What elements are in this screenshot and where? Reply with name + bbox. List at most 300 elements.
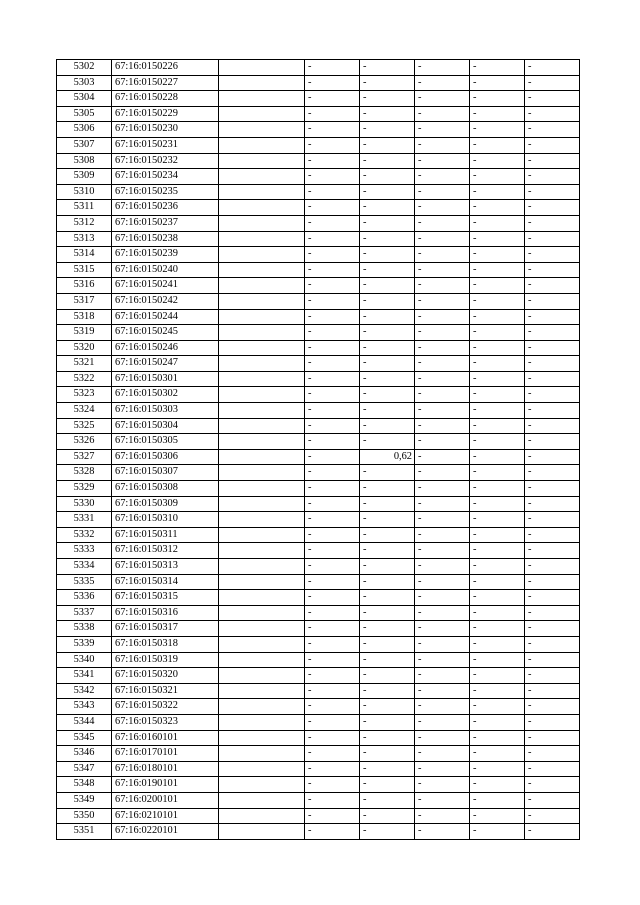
row-number: 5327 bbox=[57, 449, 112, 465]
value-cell-3: - bbox=[415, 418, 470, 434]
blank-cell bbox=[219, 293, 305, 309]
value-cell-3: - bbox=[415, 714, 470, 730]
value-cell-5: - bbox=[525, 496, 580, 512]
value-cell-4: - bbox=[470, 527, 525, 543]
value-cell-4: - bbox=[470, 574, 525, 590]
value-cell-2: - bbox=[360, 247, 415, 263]
value-cell-2: - bbox=[360, 527, 415, 543]
cadastral-number: 67:16:0150240 bbox=[112, 262, 219, 278]
blank-cell bbox=[219, 247, 305, 263]
table-row bbox=[57, 387, 580, 403]
table-row bbox=[57, 153, 580, 169]
value-cell-5: - bbox=[525, 574, 580, 590]
value-cell-5: - bbox=[525, 231, 580, 247]
cadastral-number: 67:16:0150234 bbox=[112, 169, 219, 185]
value-cell-1: - bbox=[305, 278, 360, 294]
value-cell-2: - bbox=[360, 122, 415, 138]
value-cell-1: - bbox=[305, 527, 360, 543]
table-row bbox=[57, 91, 580, 107]
value-cell-3: - bbox=[415, 340, 470, 356]
value-cell-1: - bbox=[305, 512, 360, 528]
row-number: 5322 bbox=[57, 371, 112, 387]
cadastral-number: 67:16:0150226 bbox=[112, 60, 219, 76]
value-cell-5: - bbox=[525, 683, 580, 699]
value-cell-1: - bbox=[305, 746, 360, 762]
table-row bbox=[57, 699, 580, 715]
value-cell-3: - bbox=[415, 215, 470, 231]
value-cell-2: - bbox=[360, 262, 415, 278]
value-cell-2: - bbox=[360, 169, 415, 185]
table-row bbox=[57, 200, 580, 216]
value-cell-4: - bbox=[470, 387, 525, 403]
value-cell-1: - bbox=[305, 699, 360, 715]
value-cell-3: - bbox=[415, 434, 470, 450]
table-row bbox=[57, 106, 580, 122]
value-cell-3: - bbox=[415, 262, 470, 278]
value-cell-1: - bbox=[305, 777, 360, 793]
value-cell-4: - bbox=[470, 590, 525, 606]
value-cell-1: - bbox=[305, 808, 360, 824]
blank-cell bbox=[219, 777, 305, 793]
row-number: 5334 bbox=[57, 559, 112, 575]
value-cell-5: - bbox=[525, 309, 580, 325]
row-number: 5326 bbox=[57, 434, 112, 450]
value-cell-4: - bbox=[470, 293, 525, 309]
value-cell-3: - bbox=[415, 200, 470, 216]
cadastral-number: 67:16:0150322 bbox=[112, 699, 219, 715]
blank-cell bbox=[219, 262, 305, 278]
value-cell-4: - bbox=[470, 434, 525, 450]
value-cell-2: - bbox=[360, 761, 415, 777]
value-cell-4: - bbox=[470, 761, 525, 777]
value-cell-2: - bbox=[360, 215, 415, 231]
value-cell-4: - bbox=[470, 356, 525, 372]
table-row bbox=[57, 668, 580, 684]
table-row bbox=[57, 496, 580, 512]
value-cell-2: - bbox=[360, 278, 415, 294]
blank-cell bbox=[219, 356, 305, 372]
value-cell-2: - bbox=[360, 714, 415, 730]
value-cell-5: - bbox=[525, 60, 580, 76]
blank-cell bbox=[219, 746, 305, 762]
value-cell-1: - bbox=[305, 169, 360, 185]
value-cell-4: - bbox=[470, 231, 525, 247]
table-row bbox=[57, 481, 580, 497]
cadastral-number: 67:16:0150311 bbox=[112, 527, 219, 543]
cadastral-number: 67:16:0180101 bbox=[112, 761, 219, 777]
blank-cell bbox=[219, 652, 305, 668]
value-cell-4: - bbox=[470, 730, 525, 746]
value-cell-1: - bbox=[305, 387, 360, 403]
value-cell-4: - bbox=[470, 465, 525, 481]
value-cell-4: - bbox=[470, 200, 525, 216]
cadastral-number: 67:16:0150301 bbox=[112, 371, 219, 387]
value-cell-5: - bbox=[525, 621, 580, 637]
value-cell-1: - bbox=[305, 262, 360, 278]
cadastral-number: 67:16:0200101 bbox=[112, 792, 219, 808]
cadastral-number: 67:16:0190101 bbox=[112, 777, 219, 793]
row-number: 5304 bbox=[57, 91, 112, 107]
blank-cell bbox=[219, 481, 305, 497]
cadastral-number: 67:16:0150319 bbox=[112, 652, 219, 668]
table-row bbox=[57, 636, 580, 652]
blank-cell bbox=[219, 590, 305, 606]
value-cell-3: - bbox=[415, 356, 470, 372]
value-cell-1: - bbox=[305, 418, 360, 434]
value-cell-1: - bbox=[305, 293, 360, 309]
table-row bbox=[57, 293, 580, 309]
value-cell-5: - bbox=[525, 481, 580, 497]
value-cell-4: - bbox=[470, 808, 525, 824]
value-cell-4: - bbox=[470, 543, 525, 559]
value-cell-5: - bbox=[525, 122, 580, 138]
value-cell-4: - bbox=[470, 169, 525, 185]
value-cell-2: - bbox=[360, 340, 415, 356]
cadastral-number: 67:16:0150244 bbox=[112, 309, 219, 325]
value-cell-4: - bbox=[470, 824, 525, 840]
row-number: 5317 bbox=[57, 293, 112, 309]
cadastral-number: 67:16:0150228 bbox=[112, 91, 219, 107]
value-cell-2: - bbox=[360, 559, 415, 575]
value-cell-3: - bbox=[415, 699, 470, 715]
value-cell-1: - bbox=[305, 75, 360, 91]
blank-cell bbox=[219, 387, 305, 403]
row-number: 5318 bbox=[57, 309, 112, 325]
row-number: 5351 bbox=[57, 824, 112, 840]
table-row bbox=[57, 527, 580, 543]
value-cell-2: - bbox=[360, 434, 415, 450]
table-row bbox=[57, 512, 580, 528]
blank-cell bbox=[219, 215, 305, 231]
value-cell-1: - bbox=[305, 356, 360, 372]
table-row bbox=[57, 356, 580, 372]
value-cell-1: - bbox=[305, 309, 360, 325]
row-number: 5320 bbox=[57, 340, 112, 356]
value-cell-4: - bbox=[470, 559, 525, 575]
blank-cell bbox=[219, 106, 305, 122]
blank-cell bbox=[219, 512, 305, 528]
blank-cell bbox=[219, 792, 305, 808]
value-cell-4: - bbox=[470, 792, 525, 808]
cadastral-number: 67:16:0150316 bbox=[112, 605, 219, 621]
value-cell-5: - bbox=[525, 184, 580, 200]
value-cell-3: - bbox=[415, 122, 470, 138]
row-number: 5324 bbox=[57, 403, 112, 419]
cadastral-number: 67:16:0150321 bbox=[112, 683, 219, 699]
table-row bbox=[57, 574, 580, 590]
row-number: 5328 bbox=[57, 465, 112, 481]
cadastral-number: 67:16:0150305 bbox=[112, 434, 219, 450]
table-row bbox=[57, 683, 580, 699]
value-cell-3: - bbox=[415, 309, 470, 325]
value-cell-4: - bbox=[470, 75, 525, 91]
value-cell-4: - bbox=[470, 668, 525, 684]
value-cell-3: - bbox=[415, 605, 470, 621]
blank-cell bbox=[219, 169, 305, 185]
cadastral-number: 67:16:0150320 bbox=[112, 668, 219, 684]
value-cell-2: - bbox=[360, 387, 415, 403]
value-cell-3: - bbox=[415, 730, 470, 746]
value-cell-1: - bbox=[305, 481, 360, 497]
value-cell-5: - bbox=[525, 75, 580, 91]
value-cell-5: - bbox=[525, 371, 580, 387]
value-cell-5: - bbox=[525, 465, 580, 481]
row-number: 5340 bbox=[57, 652, 112, 668]
table-row bbox=[57, 434, 580, 450]
blank-cell bbox=[219, 309, 305, 325]
value-cell-1: - bbox=[305, 403, 360, 419]
cadastral-number: 67:16:0150303 bbox=[112, 403, 219, 419]
value-cell-3: - bbox=[415, 387, 470, 403]
value-cell-2: - bbox=[360, 605, 415, 621]
value-cell-3: - bbox=[415, 512, 470, 528]
table-row bbox=[57, 590, 580, 606]
blank-cell bbox=[219, 137, 305, 153]
row-number: 5341 bbox=[57, 668, 112, 684]
row-number: 5321 bbox=[57, 356, 112, 372]
value-cell-1: - bbox=[305, 60, 360, 76]
value-cell-2: - bbox=[360, 621, 415, 637]
blank-cell bbox=[219, 574, 305, 590]
table-body bbox=[57, 60, 580, 840]
value-cell-1: - bbox=[305, 137, 360, 153]
value-cell-4: - bbox=[470, 60, 525, 76]
value-cell-1: - bbox=[305, 761, 360, 777]
blank-cell bbox=[219, 278, 305, 294]
value-cell-3: - bbox=[415, 636, 470, 652]
value-cell-4: - bbox=[470, 403, 525, 419]
row-number: 5335 bbox=[57, 574, 112, 590]
value-cell-3: - bbox=[415, 824, 470, 840]
table-row bbox=[57, 75, 580, 91]
value-cell-4: - bbox=[470, 106, 525, 122]
value-cell-3: - bbox=[415, 91, 470, 107]
table-row bbox=[57, 418, 580, 434]
row-number: 5323 bbox=[57, 387, 112, 403]
value-cell-3: - bbox=[415, 543, 470, 559]
cadastral-number: 67:16:0160101 bbox=[112, 730, 219, 746]
value-cell-1: - bbox=[305, 652, 360, 668]
row-number: 5339 bbox=[57, 636, 112, 652]
value-cell-1: - bbox=[305, 559, 360, 575]
cadastral-number: 67:16:0150323 bbox=[112, 714, 219, 730]
value-cell-2: - bbox=[360, 356, 415, 372]
value-cell-1: - bbox=[305, 792, 360, 808]
value-cell-5: - bbox=[525, 293, 580, 309]
value-cell-5: - bbox=[525, 605, 580, 621]
cadastral-number: 67:16:0150230 bbox=[112, 122, 219, 138]
row-number: 5349 bbox=[57, 792, 112, 808]
blank-cell bbox=[219, 761, 305, 777]
row-number: 5348 bbox=[57, 777, 112, 793]
cadastral-number: 67:16:0150302 bbox=[112, 387, 219, 403]
value-cell-4: - bbox=[470, 714, 525, 730]
row-number: 5345 bbox=[57, 730, 112, 746]
value-cell-2: - bbox=[360, 543, 415, 559]
value-cell-1: - bbox=[305, 496, 360, 512]
blank-cell bbox=[219, 153, 305, 169]
blank-cell bbox=[219, 668, 305, 684]
row-number: 5347 bbox=[57, 761, 112, 777]
value-cell-2: - bbox=[360, 293, 415, 309]
row-number: 5316 bbox=[57, 278, 112, 294]
value-cell-2: - bbox=[360, 792, 415, 808]
cadastral-number: 67:16:0150314 bbox=[112, 574, 219, 590]
value-cell-3: - bbox=[415, 683, 470, 699]
cadastral-number: 67:16:0150308 bbox=[112, 481, 219, 497]
row-number: 5337 bbox=[57, 605, 112, 621]
value-cell-4: - bbox=[470, 309, 525, 325]
value-cell-5: - bbox=[525, 434, 580, 450]
cadastral-number: 67:16:0150231 bbox=[112, 137, 219, 153]
row-number: 5338 bbox=[57, 621, 112, 637]
value-cell-5: - bbox=[525, 215, 580, 231]
value-cell-5: - bbox=[525, 559, 580, 575]
value-cell-3: - bbox=[415, 590, 470, 606]
row-number: 5310 bbox=[57, 184, 112, 200]
value-cell-5: - bbox=[525, 91, 580, 107]
table-row bbox=[57, 449, 580, 465]
value-cell-3: - bbox=[415, 75, 470, 91]
value-cell-4: - bbox=[470, 777, 525, 793]
value-cell-2: - bbox=[360, 325, 415, 341]
value-cell-5: - bbox=[525, 340, 580, 356]
value-cell-3: - bbox=[415, 106, 470, 122]
value-cell-5: - bbox=[525, 792, 580, 808]
value-cell-3: - bbox=[415, 169, 470, 185]
blank-cell bbox=[219, 730, 305, 746]
blank-cell bbox=[219, 231, 305, 247]
value-cell-5: - bbox=[525, 325, 580, 341]
blank-cell bbox=[219, 465, 305, 481]
value-cell-4: - bbox=[470, 153, 525, 169]
row-number: 5319 bbox=[57, 325, 112, 341]
blank-cell bbox=[219, 91, 305, 107]
row-number: 5307 bbox=[57, 137, 112, 153]
cadastral-number: 67:16:0210101 bbox=[112, 808, 219, 824]
value-cell-4: - bbox=[470, 699, 525, 715]
blank-cell bbox=[219, 449, 305, 465]
value-cell-5: - bbox=[525, 652, 580, 668]
value-cell-2: - bbox=[360, 75, 415, 91]
value-cell-2: - bbox=[360, 699, 415, 715]
row-number: 5331 bbox=[57, 512, 112, 528]
value-cell-2: - bbox=[360, 403, 415, 419]
table-row bbox=[57, 543, 580, 559]
value-cell-4: - bbox=[470, 512, 525, 528]
value-cell-5: - bbox=[525, 449, 580, 465]
row-number: 5332 bbox=[57, 527, 112, 543]
value-cell-2: - bbox=[360, 184, 415, 200]
table-row bbox=[57, 403, 580, 419]
value-cell-1: - bbox=[305, 449, 360, 465]
cadastral-number: 67:16:0150237 bbox=[112, 215, 219, 231]
value-cell-1: - bbox=[305, 91, 360, 107]
value-cell-1: - bbox=[305, 215, 360, 231]
table-row bbox=[57, 746, 580, 762]
value-cell-1: - bbox=[305, 184, 360, 200]
cadastral-number: 67:16:0150235 bbox=[112, 184, 219, 200]
value-cell-3: - bbox=[415, 761, 470, 777]
value-cell-2: - bbox=[360, 153, 415, 169]
value-cell-5: - bbox=[525, 746, 580, 762]
value-cell-1: - bbox=[305, 730, 360, 746]
table-row bbox=[57, 761, 580, 777]
value-cell-3: - bbox=[415, 231, 470, 247]
value-cell-2: - bbox=[360, 808, 415, 824]
blank-cell bbox=[219, 200, 305, 216]
value-cell-3: - bbox=[415, 137, 470, 153]
value-cell-2: - bbox=[360, 137, 415, 153]
value-cell-1: - bbox=[305, 668, 360, 684]
value-cell-4: - bbox=[470, 184, 525, 200]
value-cell-3: - bbox=[415, 278, 470, 294]
row-number: 5309 bbox=[57, 169, 112, 185]
value-cell-1: - bbox=[305, 434, 360, 450]
table-row bbox=[57, 605, 580, 621]
cadastral-number: 67:16:0150245 bbox=[112, 325, 219, 341]
cadastral-number: 67:16:0150318 bbox=[112, 636, 219, 652]
value-cell-5: - bbox=[525, 730, 580, 746]
value-cell-5: - bbox=[525, 527, 580, 543]
cadastral-number: 67:16:0150312 bbox=[112, 543, 219, 559]
blank-cell bbox=[219, 699, 305, 715]
table-row bbox=[57, 169, 580, 185]
row-number: 5313 bbox=[57, 231, 112, 247]
value-cell-4: - bbox=[470, 215, 525, 231]
row-number: 5315 bbox=[57, 262, 112, 278]
table-row bbox=[57, 777, 580, 793]
value-cell-1: - bbox=[305, 621, 360, 637]
cadastral-number: 67:16:0150246 bbox=[112, 340, 219, 356]
table-row bbox=[57, 278, 580, 294]
value-cell-5: - bbox=[525, 808, 580, 824]
blank-cell bbox=[219, 75, 305, 91]
value-cell-2: - bbox=[360, 60, 415, 76]
table-row bbox=[57, 465, 580, 481]
value-cell-3: - bbox=[415, 403, 470, 419]
blank-cell bbox=[219, 543, 305, 559]
row-number: 5303 bbox=[57, 75, 112, 91]
value-cell-4: - bbox=[470, 91, 525, 107]
blank-cell bbox=[219, 714, 305, 730]
table-row bbox=[57, 559, 580, 575]
table-row bbox=[57, 325, 580, 341]
cadastral-number: 67:16:0150227 bbox=[112, 75, 219, 91]
value-cell-3: - bbox=[415, 792, 470, 808]
value-cell-3: - bbox=[415, 652, 470, 668]
blank-cell bbox=[219, 403, 305, 419]
row-number: 5329 bbox=[57, 481, 112, 497]
table-row bbox=[57, 262, 580, 278]
value-cell-5: - bbox=[525, 636, 580, 652]
row-number: 5333 bbox=[57, 543, 112, 559]
value-cell-3: - bbox=[415, 371, 470, 387]
blank-cell bbox=[219, 60, 305, 76]
value-cell-5: - bbox=[525, 761, 580, 777]
value-cell-1: - bbox=[305, 465, 360, 481]
value-cell-2: - bbox=[360, 730, 415, 746]
value-cell-4: - bbox=[470, 683, 525, 699]
value-cell-1: - bbox=[305, 371, 360, 387]
row-number: 5344 bbox=[57, 714, 112, 730]
value-cell-2: - bbox=[360, 496, 415, 512]
value-cell-1: - bbox=[305, 683, 360, 699]
row-number: 5346 bbox=[57, 746, 112, 762]
row-number: 5325 bbox=[57, 418, 112, 434]
row-number: 5336 bbox=[57, 590, 112, 606]
row-number: 5312 bbox=[57, 215, 112, 231]
